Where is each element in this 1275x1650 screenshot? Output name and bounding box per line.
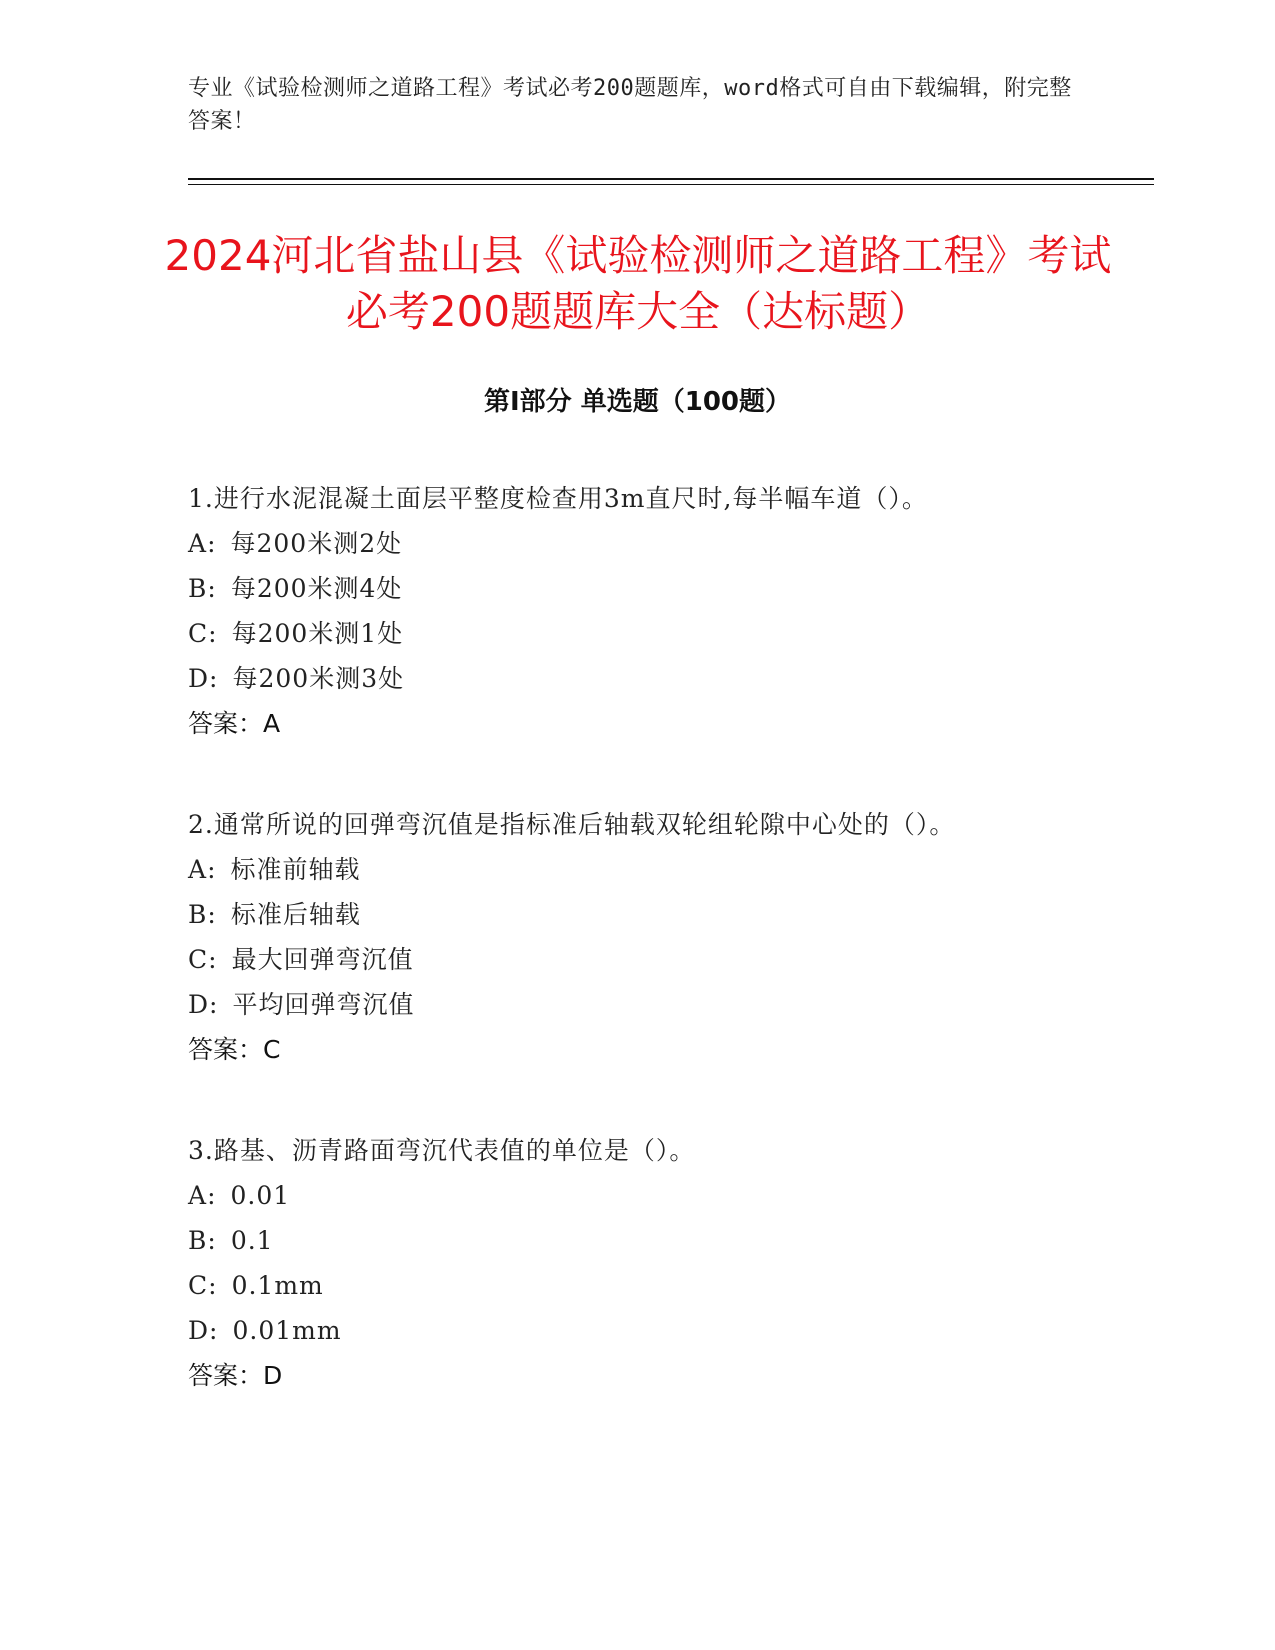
option-separator: : bbox=[209, 1316, 219, 1345]
option-separator: : bbox=[208, 619, 218, 648]
question-3 bbox=[188, 1128, 1168, 1398]
answer-line bbox=[188, 1027, 1168, 1072]
option-letter: A bbox=[188, 1181, 208, 1210]
answer-label: 答案： bbox=[188, 1361, 264, 1390]
option-text: 每200米测4处 bbox=[230, 574, 403, 603]
question-stem: 1.进行水泥混凝土面层平整度检查用3m直尺时,每半幅车道（）。 bbox=[188, 484, 928, 513]
option-separator: : bbox=[207, 1181, 217, 1210]
option-text: 每200米测1处 bbox=[231, 619, 404, 648]
option-text: 0.01 bbox=[230, 1181, 291, 1210]
option-a bbox=[188, 1173, 1168, 1218]
option-separator: : bbox=[209, 664, 219, 693]
option-letter: B bbox=[188, 900, 208, 929]
answer-label: 答案： bbox=[188, 1035, 264, 1064]
question-list bbox=[188, 476, 1168, 1454]
option-c bbox=[188, 611, 1168, 656]
option-letter: A bbox=[188, 855, 208, 884]
option-letter: B bbox=[188, 574, 208, 603]
question-1 bbox=[188, 476, 1168, 746]
option-text: 每200米测3处 bbox=[232, 664, 405, 693]
answer-line bbox=[188, 701, 1168, 746]
question-stem: 3.路基、沥青路面弯沉代表值的单位是（）。 bbox=[188, 1136, 696, 1165]
option-d bbox=[188, 1308, 1168, 1353]
option-letter: B bbox=[188, 1226, 208, 1255]
option-separator: : bbox=[208, 945, 218, 974]
option-separator: : bbox=[207, 900, 217, 929]
header-divider-thin bbox=[188, 184, 1154, 185]
option-separator: : bbox=[209, 990, 219, 1019]
option-separator: : bbox=[207, 574, 217, 603]
answer-value: C bbox=[263, 1035, 281, 1064]
option-text: 标准后轴载 bbox=[230, 900, 361, 929]
option-separator: : bbox=[208, 1271, 218, 1300]
option-b bbox=[188, 566, 1168, 611]
option-letter: C bbox=[188, 945, 209, 974]
option-letter: D bbox=[188, 1316, 210, 1345]
option-d bbox=[188, 656, 1168, 701]
option-letter: C bbox=[188, 619, 209, 648]
option-a bbox=[188, 847, 1168, 892]
header-divider-thick bbox=[188, 178, 1154, 180]
option-d bbox=[188, 982, 1168, 1027]
option-text: 标准前轴载 bbox=[230, 855, 361, 884]
option-letter: D bbox=[188, 664, 210, 693]
option-c bbox=[188, 1263, 1168, 1308]
option-letter: C bbox=[188, 1271, 209, 1300]
option-letter: A bbox=[188, 529, 208, 558]
document-title: 2024河北省盐山县《试验检测师之道路工程》考试必考200题题库大全（达标题） bbox=[164, 231, 1112, 336]
option-text: 最大回弹弯沉值 bbox=[231, 945, 414, 974]
option-b bbox=[188, 892, 1168, 937]
answer-value: A bbox=[263, 709, 281, 738]
answer-line bbox=[188, 1353, 1168, 1398]
option-letter: D bbox=[188, 990, 210, 1019]
answer-label: 答案： bbox=[188, 709, 264, 738]
option-separator: : bbox=[207, 529, 217, 558]
answer-value: D bbox=[263, 1361, 283, 1390]
option-text: 0.01mm bbox=[232, 1316, 342, 1345]
option-text: 0.1 bbox=[230, 1226, 274, 1255]
option-b bbox=[188, 1218, 1168, 1263]
option-text: 平均回弹弯沉值 bbox=[232, 990, 415, 1019]
option-separator: : bbox=[207, 1226, 217, 1255]
option-a bbox=[188, 521, 1168, 566]
option-text: 每200米测2处 bbox=[230, 529, 403, 558]
question-2 bbox=[188, 802, 1168, 1072]
option-separator: : bbox=[207, 855, 217, 884]
option-text: 0.1mm bbox=[231, 1271, 324, 1300]
header-note: 专业《试验检测师之道路工程》考试必考200题题库，word格式可自由下载编辑，附完整答案！ bbox=[188, 76, 1072, 134]
option-c bbox=[188, 937, 1168, 982]
question-stem: 2.通常所说的回弹弯沉值是指标准后轴载双轮组轮隙中心处的（）。 bbox=[188, 810, 956, 839]
section-heading: 第I部分 单选题（100题） bbox=[484, 387, 791, 417]
